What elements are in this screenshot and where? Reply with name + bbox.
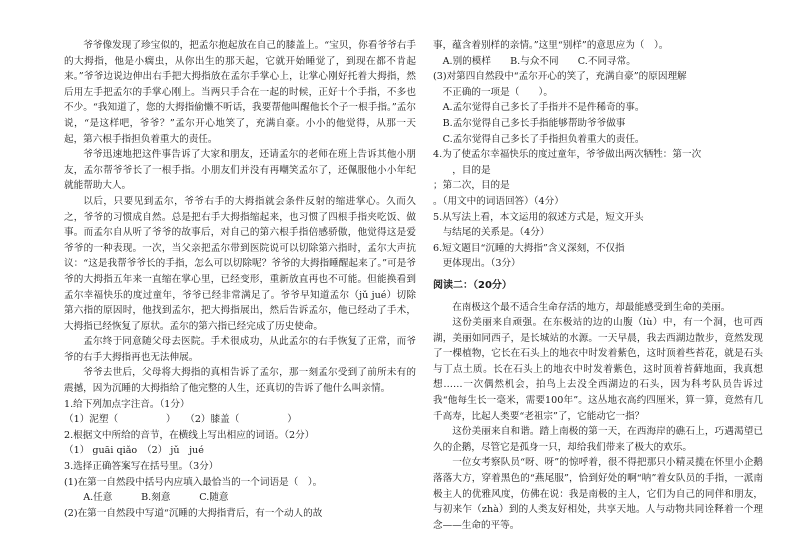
question-3-3-cont: 不正确的一项是（ ）。 — [442, 86, 553, 98]
story-paragraph-2: 爷爷迅速地把这件事告诉了大家和朋友，还请孟尔的老师在班上告诉其他小朋友，孟尔帮爷爷长了一根手指。小朋友们并没有再嘲笑孟尔了，还佩服他小小年纪就能帮助大人。 — [64, 149, 416, 192]
question-3-3-option-b: B.孟尔觉得自己多长手指能够帮助爷爷做事 — [442, 117, 626, 129]
question-3-3: (3)对第四自然段中“孟尔开心的笑了，充满自豪”的原因理解 — [433, 71, 687, 83]
reading2-paragraph-3: 这份美丽来自和谐。踏上南极的第一天，在西海岸的礁石上，巧遇渴望已久的企鹅，尽管它是孤身一只，却给我们带来了极大的欢乐。 — [433, 426, 763, 453]
left-column — [64, 38, 416, 521]
story-paragraph-4: 孟尔终于同意随父母去医院。手术很成功，从此孟尔的右手恢复了正常，而爷爷的右手大拇指再也无法伸展。 — [64, 336, 416, 363]
story-paragraph-1: 爷爷像发现了珍宝似的，把孟尔抱起放在自己的膝盖上。“宝贝，你看爷爷右手的大拇指，他是小瘸虫，从你出生的那天起，它就开始睡觉了，到现在都不肯起来。”爷爷边说边伸出右手把大拇指放在孟尔手掌心上，让掌心刚好托着大拇指，然后用左手把孟尔的手掌心刚上。当两只手合在一起的时候，正好十个手指，不多也不少。“我知道了，您的大拇指偷懒不听话，我要帮他叫醒他长个子一根手指。”孟尔说，“是这样吧，爷爷？”孟尔开心地笑了，充满自豪。小小的他觉得，从那一天起，第六根手指担负着重大的责任。 — [64, 40, 416, 145]
question-2-items: （1） guāi qiǎo （2） jǔ jué — [64, 445, 204, 457]
question-3-1-options: A.任意 B.刻意 C.随意 — [83, 492, 229, 504]
question-6-cont: 更体现出。（3分） — [442, 258, 521, 270]
question-3-2: (2)在第一自然段中写道“沉睡的大拇指背后，有一个动人的故 — [64, 507, 323, 519]
question-3-3-option-a: A.孟尔觉得自己多长了手指并不是件稀奇的事。 — [442, 102, 645, 114]
section-title-reading-2: 阅读二：（20分） — [433, 279, 512, 291]
question-4-line-3: ；第二次，目的是 — [433, 180, 510, 192]
question-1: 1.给下列加点字注音。（1分） — [64, 398, 190, 410]
reading2-paragraph-1: 在南极这个最不适合生命存活的地方，却最能感受到生命的美丽。 — [452, 301, 731, 313]
question-4: 4.为了使孟尔幸福快乐的度过童年，爷爷做出两次牺牲：第一次 — [433, 149, 702, 161]
reading2-paragraph-4: 一位女考察队员“呀、呀”的惊呼着，很不得把那只小精灵揽在怀里小企鹅落落大方，穿着黑色的“燕尾服”，恰到好处的啊“呐”着女队员的手指，一派南极主人的优雅风度，仿佛在说：我是南极的主人，它们为自己的同伴和朋友，与初来乍（zhà）到的人类友好相处，共享天地。人与动物共同诠释着一个理念——生命的平等。 — [433, 457, 763, 531]
right-column — [433, 38, 763, 533]
question-1-items: （1）泥塑（ ） （2）膝盖（ ） — [64, 414, 297, 426]
question-5: 5.从写法上看，本文运用的叙述方式是，短文开头 — [433, 211, 644, 223]
question-3-3-option-c: C.孟尔觉得自己多长了手指担负着重大的责任。 — [442, 133, 645, 145]
story-paragraph-5: 爷爷去世后，父母将大拇指的真相告诉了孟尔，那一刻孟尔受到了前所未有的震撼，因为沉睡的大拇指给了他完整的人生，还真切的告诉了他什么叫亲情。 — [64, 367, 416, 395]
question-3-1: (1)在第一自然段中括号内应填入最恰当的一个词语是（ ）。 — [64, 476, 323, 488]
question-4-line-4: 。（用文中的词语回答）（4分） — [433, 195, 564, 207]
question-3-2-cont: 事，蕴含着别样的亲情。”这里“别样”的意思应为（ ）。 — [433, 40, 669, 51]
question-5-cont: 与结尾的关系是。（4分） — [442, 227, 550, 239]
question-2: 2.根据文中所给的音节，在横线上写出相应的词语。（2分） — [64, 429, 315, 441]
story-paragraph-3: 以后，只要见到孟尔，爷爷右手的大拇指就会条件反射的缩进掌心。久而久之，爷爷的习惯成自然。总是把右手大拇指缩起来，也习惯了四根手指夹吃饭、做事。而孟尔自从听了爷爷的故事后，对自己的第六根手指倍感骄傲，他觉得这是爱爷爷的一种表现。一次，当父亲把孟尔带到医院说可以切除第六指时，孟尔大声抗议：“这是我帮爷爷长的手指，怎么可以切除呢？爷爷的大拇指睡醒起来了。”可是爷爷的大拇指五年来一直缩在掌心里，已经变形，重新放直再也不可能。但能换看到孟尔幸福快乐的度过童年，爷爷已经非常满足了。爷爷早知道孟尔（jǔ jué）切除第六指的原因时，他找到孟尔，把大拇指展出，然后告诉孟尔，他已经动了手术，大拇指已经恢复了原状。孟尔的第六指已经完成了历史使命。 — [64, 195, 416, 332]
question-3-2-options: A.别的模样 B.与众不同 C.不同寻常。 — [442, 55, 636, 67]
question-6: 6.短文题目“沉睡的大拇指”含义深刻，不仅指 — [433, 242, 625, 254]
reading2-paragraph-2: 这份美丽来自顽强。在东极站的边的山腹（lù）中，有一个洞，也可西湖，美丽如同西子，是长城站的水源。一天早晨，我去西湖边散步，竟然发现了一棵植物，它长在石头上的地衣中时发着紫色，这时顶着些苔花，就是石头与丁点土质。长在石头上的地衣中时发着紫色，这时顶着苔藓地面，我真想想……一次偶然机会，拍鸟上去没全西湖边的石头，因为科考队员告诉过我“他每生长一毫米，需要100年”。这丛地衣高约四厘米，算一算，竟然有几千高寿，比起人类要“老祖宗”了，它能动它一指？ — [433, 317, 763, 422]
question-3: 3.选择正确答案写在括号里。（3分） — [64, 461, 219, 473]
question-4-line-2: ，目的是 — [452, 164, 491, 176]
